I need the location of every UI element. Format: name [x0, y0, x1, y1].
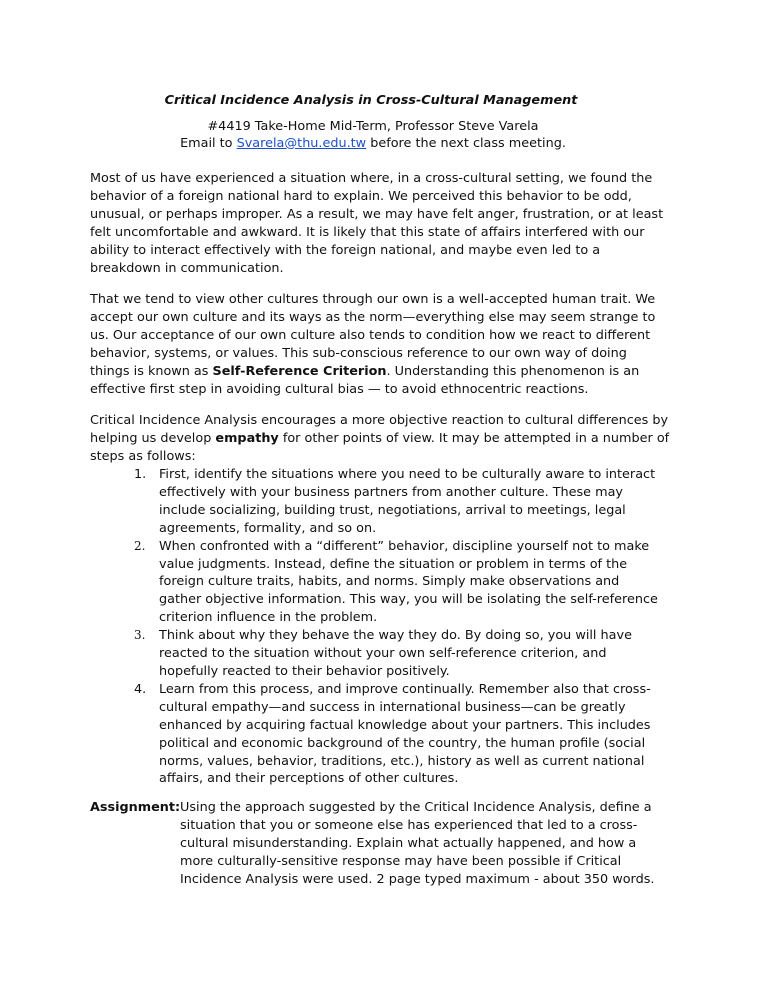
list-item: [90, 681, 670, 788]
list-item: [90, 466, 670, 538]
paragraph-self-reference: [90, 291, 670, 398]
empathy-term: empathy: [215, 430, 279, 446]
list-item: [90, 627, 670, 681]
step-text: Learn from this process, and improve continually. Remember also that cross-cultural empathy—and success in international business—can be greatly enhanced by acquiring factual knowledge about your partners. This includes political and economic background of the country, the human profile (social norms, values, behavior, traditions, etc.), history as well as current national affairs, and their perceptions of other cultures.: [159, 681, 651, 787]
email-suffix: before the next class meeting.: [366, 136, 566, 151]
paragraph-empathy: [90, 412, 670, 466]
assignment-label: Assignment:: [90, 800, 181, 815]
document-title: Critical Incidence Analysis in Cross-Cultural Management: [164, 93, 578, 108]
email-instruction: [0, 135, 746, 152]
step-text: Think about why they behave the way they do. By doing so, you will have reacted to the situation without your own self-reference criterion, and hopefully reacted to their behavior positively.: [159, 628, 632, 679]
p2-text-after: . Understanding this phenomenon is an effective first step in avoiding cultural bias — to avoid ethnocentric reactions.: [90, 363, 640, 397]
step-number: 4.: [134, 681, 147, 697]
assignment-text: Using the approach suggested by the Critical Incidence Analysis, define a situation that you or someone else has experienced that led to a cross-cultural misunderstanding. Explain what actually happened, and how a more culturally-sensitive response may have been possible if Critical Incidence Analysis were used. 2 page typed maximum - about 350 words.: [180, 800, 655, 887]
steps-list: [90, 466, 670, 788]
step-number: 3.: [134, 628, 146, 643]
step-text: First, identify the situations where you need to be culturally aware to interact effectively with your business partners from another culture. These may include socializing, building trust, negotiations, arrival to meetings, legal agreements, formality, and so on.: [159, 467, 656, 536]
step-text: When confronted with a “different” behavior, discipline yourself not to make value judgments. Instead, define the situation or problem in terms of the foreign culture traits, habits, and norms. Simply make observations and gather objective information. This way, you will be isolating the self-reference criterion influence in the problem.: [159, 538, 658, 626]
paragraph-intro: Most of us have experienced a situation where, in a cross-cultural setting, we found the behavior of a foreign national hard to explain. We perceived this behavior to be odd, unusual, or perhaps improper. As a result, we may have felt anger, frustration, or at least felt uncomfortable and awkward. It is likely that this state of affairs interfered with our ability to interact effectively with the foreign national, and maybe even led to a breakdown in communication.: [90, 171, 664, 276]
email-prefix: Email to: [180, 136, 237, 151]
assignment-section: [90, 799, 670, 889]
p2-text-before: That we tend to view other cultures through our own is a well-accepted human trait. We accept our own culture and its ways as the norm—everything else may seem strange to us. Our acceptance of our own culture also tends to condition how we react to different behavior, systems, or values. This sub-conscious reference to our own way of doing things is known as: [90, 292, 656, 379]
self-reference-term: Self-Reference Criterion: [212, 363, 387, 379]
course-subtitle: #4419 Take-Home Mid-Term, Professor Steve Varela: [207, 119, 539, 134]
p3-text-before: Critical Incidence Analysis encourages a more objective reaction to cultural differences by helping us develop: [90, 413, 669, 446]
p3-text-after: for other points of view. It may be attempted in a number of steps as follows:: [90, 430, 670, 464]
email-link[interactable]: Svarela@thu.edu.tw: [236, 136, 367, 151]
step-number: 2.: [134, 538, 146, 553]
list-item: [90, 538, 670, 628]
step-number: 1.: [134, 467, 147, 482]
